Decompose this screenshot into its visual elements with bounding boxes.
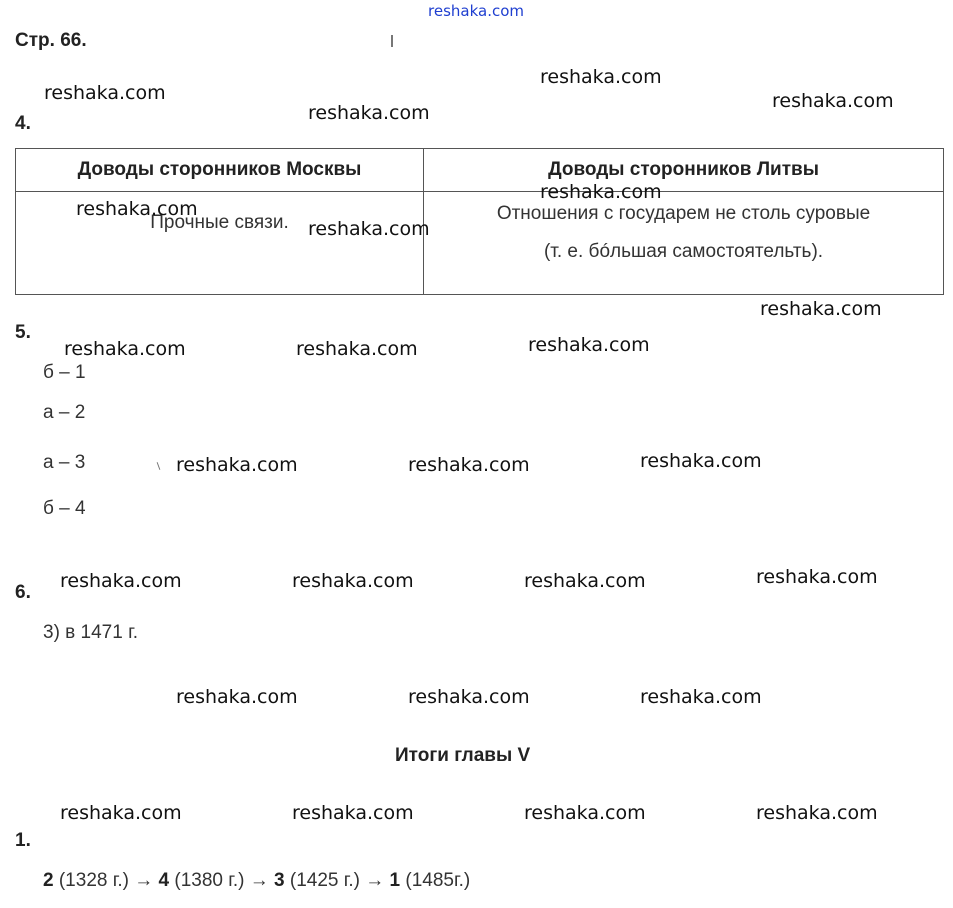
lithuania-argument-line1: Отношения с государем не столь суровые <box>496 203 871 224</box>
watermark: reshaka.com <box>64 338 186 360</box>
page-label: Стр. 66. <box>15 30 87 51</box>
watermark: reshaka.com <box>292 802 414 824</box>
watermark: reshaka.com <box>296 338 418 360</box>
sequence-item-number: 3 <box>274 870 285 891</box>
arguments-table <box>15 148 944 295</box>
task-5-answer: а – 3 <box>43 452 86 473</box>
stray-mark <box>157 462 161 470</box>
watermark: reshaka.com <box>528 334 650 356</box>
watermark: reshaka.com <box>772 90 894 112</box>
watermark: reshaka.com <box>176 454 298 476</box>
watermark: reshaka.com <box>308 218 430 240</box>
cell-lithuania-argument <box>424 192 944 295</box>
watermark: reshaka.com <box>308 102 430 124</box>
task-5-number: 5. <box>15 322 31 343</box>
task-4-number: 4. <box>15 113 31 134</box>
watermark: reshaka.com <box>756 566 878 588</box>
watermark: reshaka.com <box>760 298 882 320</box>
watermark: reshaka.com <box>524 570 646 592</box>
task-6-answer: 3) в 1471 г. <box>43 622 138 643</box>
task-6-number: 6. <box>15 582 31 603</box>
task-1-number: 1. <box>15 830 31 851</box>
watermark: reshaka.com <box>408 454 530 476</box>
header-moscow: Доводы сторонников Москвы <box>16 149 424 192</box>
watermark: reshaka.com <box>640 450 762 472</box>
arrow-right-icon: → <box>134 870 154 891</box>
chapter-title: Итоги главы V <box>395 745 531 766</box>
table-header-row <box>16 149 944 192</box>
sequence-item-number: 1 <box>389 870 401 891</box>
arrow-right-icon: → <box>249 870 269 891</box>
lithuania-argument-line2: (т. е. бóльшая самостоятельть). <box>543 241 824 262</box>
watermark: reshaka.com <box>176 686 298 708</box>
watermark: reshaka.com <box>408 686 530 708</box>
watermark: reshaka.com <box>292 570 414 592</box>
watermark: reshaka.com <box>44 82 166 104</box>
watermark: reshaka.com <box>60 802 182 824</box>
site-top-link[interactable]: reshaka.com <box>428 2 524 20</box>
watermark: reshaka.com <box>60 570 182 592</box>
header-lithuania: Доводы сторонников Литвы <box>424 149 944 192</box>
sequence-item-year: (1425 г.) <box>289 870 360 891</box>
sequence-item-number: 2 <box>43 870 54 891</box>
task-5-answer: б – 4 <box>43 498 86 519</box>
watermark: reshaka.com <box>640 686 762 708</box>
arrow-right-icon: → <box>365 870 385 891</box>
task-5-answer: б – 1 <box>43 362 86 383</box>
watermark: reshaka.com <box>524 802 646 824</box>
sequence-item-year: (1485г.) <box>405 870 471 891</box>
sequence-item-year: (1380 г.) <box>174 870 245 891</box>
sequence-item-number: 4 <box>158 870 170 891</box>
sequence-item-year: (1328 г.) <box>58 870 129 891</box>
task-5-answer: а – 2 <box>43 402 86 423</box>
watermark: reshaka.com <box>756 802 878 824</box>
moscow-argument-text: Прочные связи. <box>150 212 289 233</box>
task-1-sequence <box>43 870 470 892</box>
watermark: reshaka.com <box>76 198 198 220</box>
watermark: reshaka.com <box>540 181 662 203</box>
stray-mark <box>391 35 393 47</box>
watermark: reshaka.com <box>540 66 662 88</box>
